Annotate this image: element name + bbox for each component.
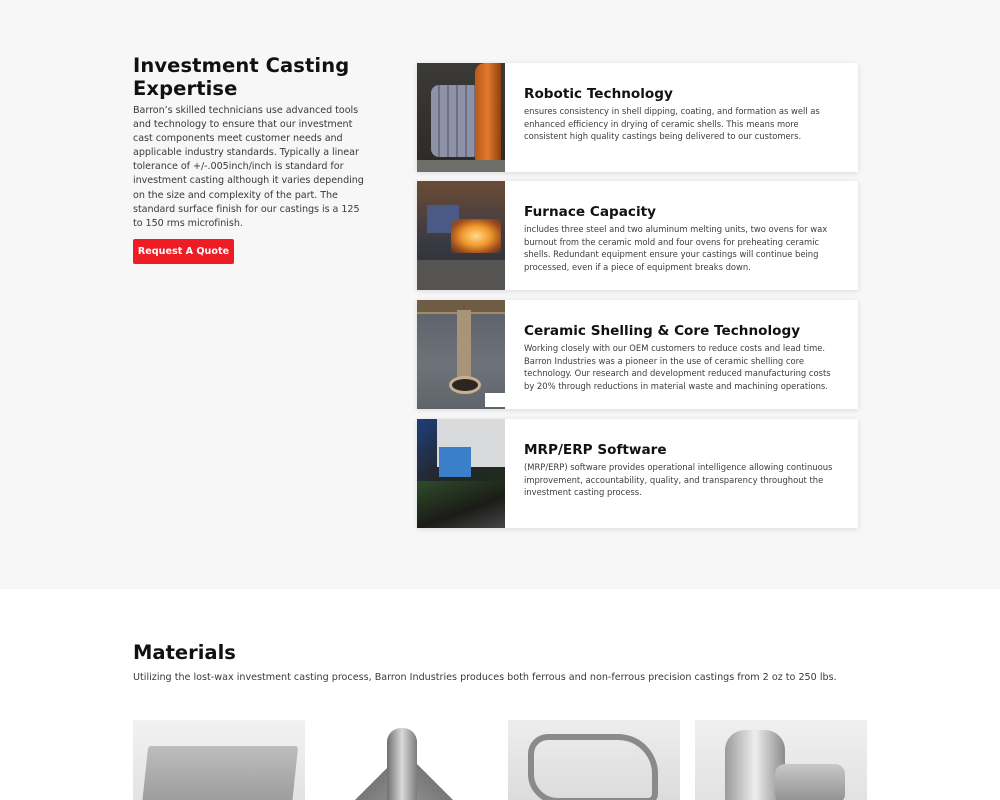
card-title: Furnace Capacity: [524, 204, 656, 220]
card-ceramic-shelling: [417, 300, 858, 409]
card-robotic-technology: [417, 63, 858, 172]
expertise-title: Investment Casting Expertise: [133, 54, 350, 100]
material-image-frame[interactable]: [508, 720, 680, 800]
material-image-fitting[interactable]: [695, 720, 867, 800]
card-title: MRP/ERP Software: [524, 442, 667, 458]
card-description: Working closely with our OEM customers to reduce costs and lead time. Barron Industries was a pioneer in the use of ceramic shelling core technology. Our research and development reduced manufacturing costs by 20% through reductions in material waste and machining operations.: [524, 343, 831, 391]
mrp-erp-image: [417, 419, 505, 528]
card-description: includes three steel and two aluminum melting units, two ovens for wax burnout from the ceramic mold and four ovens for preheating ceramic shells. Redundant equipment ensure your castings will continue being processed, even if a piece of equipment breaks down.: [524, 224, 828, 272]
materials-title: Materials: [133, 641, 236, 664]
expertise-body: Barron’s skilled technicians use advanced tools and technology to ensure that our investment cast components meet customer needs and applicable industry standards. Typically a linear tolerance of +/-.005inch/inch is standard for investment casting although it varies depending on the size and complexity of the part. The standard surface finish for our castings is a 125 to 150 rms microfinish.: [133, 105, 364, 229]
card-mrp-erp-software: [417, 419, 858, 528]
card-furnace-capacity: [417, 181, 858, 290]
ceramic-shelling-image: [417, 300, 505, 409]
material-image-housing[interactable]: [133, 720, 305, 800]
robotic-technology-image: [417, 63, 505, 172]
materials-section: [133, 641, 873, 684]
card-description: ensures consistency in shell dipping, coating, and formation as well as enhanced efficiency in drying of ceramic shells. This means more consistent high quality castings being delivered to our customers.: [524, 106, 820, 142]
materials-description: Utilizing the lost-wax investment casting process, Barron Industries produces both ferrous and non-ferrous precision castings from 2 oz to 250 lbs.: [133, 672, 837, 683]
card-description: (MRP/ERP) software provides operational intelligence allowing continuous improvement, accountability, quality, and transparency throughout the investment casting process.: [524, 462, 833, 498]
request-quote-button[interactable]: Request A Quote: [133, 239, 234, 264]
furnace-capacity-image: [417, 181, 505, 290]
material-image-tube[interactable]: [321, 720, 493, 800]
card-title: Robotic Technology: [524, 86, 673, 102]
card-title: Ceramic Shelling & Core Technology: [524, 323, 801, 339]
expertise-intro: [133, 54, 365, 231]
